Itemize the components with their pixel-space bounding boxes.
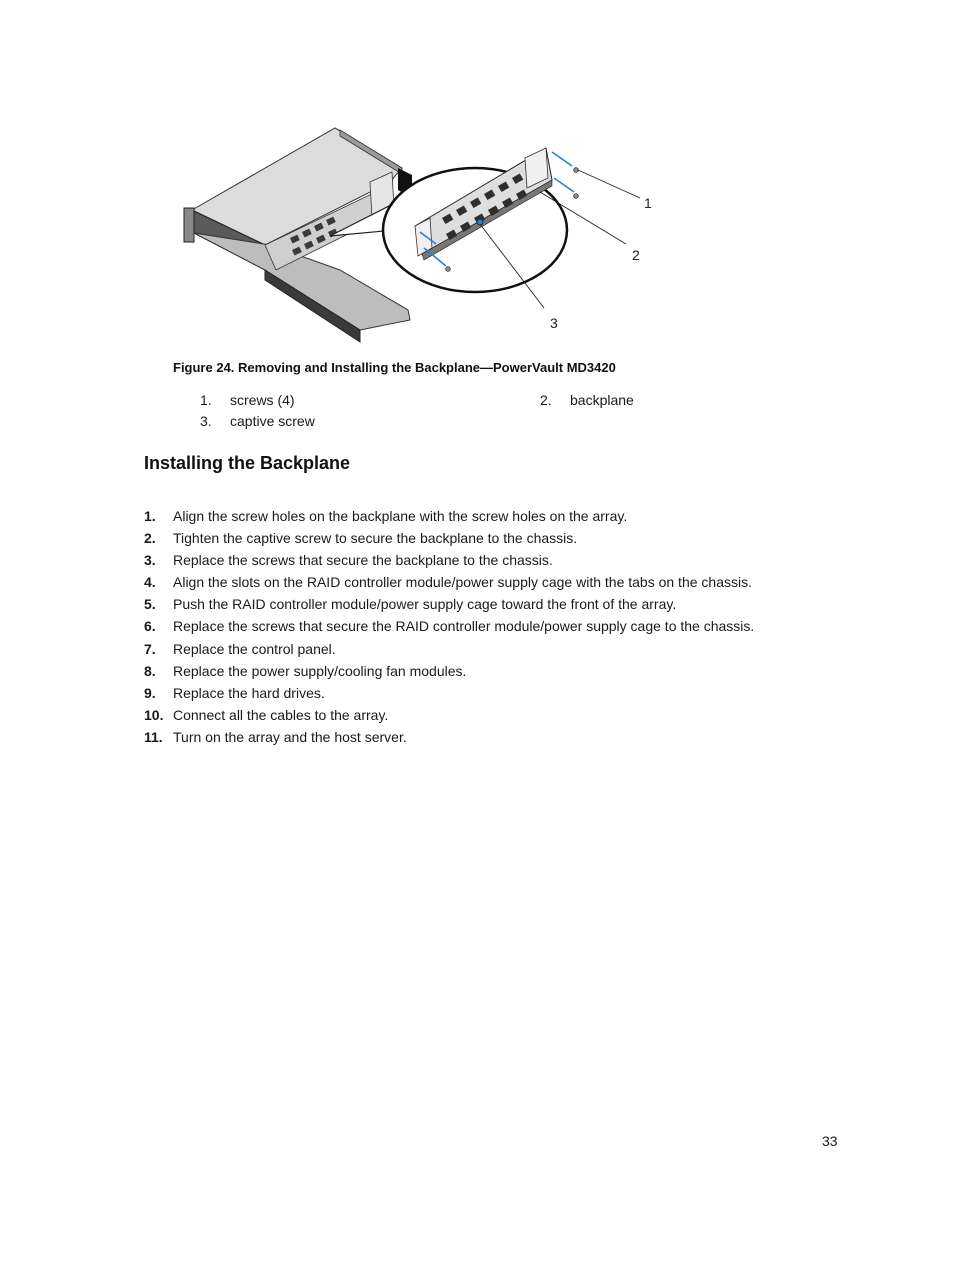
step-text: Replace the screws that secure the RAID controller module/power supply cage to the chassis. [173, 618, 755, 635]
step-text: Connect all the cables to the array. [173, 706, 389, 723]
step-number: 2. [144, 530, 156, 547]
legend-label: captive screw [230, 413, 315, 429]
step-number: 8. [144, 662, 156, 679]
step-item [144, 596, 844, 618]
step-number: 5. [144, 596, 156, 613]
step-text: Tighten the captive screw to secure the backplane to the chassis. [173, 530, 578, 547]
step-number: 11. [144, 728, 163, 745]
step-text: Replace the hard drives. [173, 684, 325, 701]
legend-label: backplane [570, 392, 634, 408]
legend-number: 3. [200, 413, 212, 429]
page-number: 33 [822, 1133, 838, 1149]
step-number: 3. [144, 552, 156, 569]
procedure-steps [144, 508, 844, 751]
step-text: Replace the power supply/cooling fan modules. [173, 662, 467, 679]
section-heading: Installing the Backplane [144, 453, 351, 473]
callout-1: 1 [644, 195, 652, 211]
step-text: Replace the screws that secure the backplane to the chassis. [173, 552, 553, 569]
step-item [144, 618, 844, 640]
step-text: Replace the control panel. [173, 640, 336, 657]
step-item [144, 574, 844, 596]
step-item [144, 530, 844, 552]
step-number: 7. [144, 640, 156, 657]
step-item [144, 685, 844, 707]
legend-item [540, 392, 634, 408]
step-number: 10. [144, 706, 164, 723]
step-text: Align the screw holes on the backplane with the screw holes on the array. [173, 508, 628, 524]
magnified-backplane-view [383, 148, 578, 292]
step-item [144, 641, 844, 663]
step-item [144, 663, 844, 685]
legend-item [200, 413, 315, 429]
legend-number: 1. [200, 392, 212, 408]
legend-label: screws (4) [230, 392, 295, 408]
step-item [144, 508, 844, 530]
step-number: 4. [144, 574, 156, 591]
step-text: Push the RAID controller module/power supply cage toward the front of the array. [173, 596, 677, 613]
step-item [144, 707, 844, 729]
legend-item [200, 392, 295, 408]
step-number: 1. [144, 508, 156, 524]
step-number: 6. [144, 618, 156, 635]
callout-2: 2 [632, 247, 640, 263]
step-item [144, 729, 844, 751]
backplane-figure [180, 120, 670, 352]
step-text: Align the slots on the RAID controller module/power supply cage with the tabs on the chassis. [173, 574, 752, 591]
step-item [144, 552, 844, 574]
chassis-illustration [184, 128, 412, 342]
step-text: Turn on the array and the host server. [173, 728, 407, 745]
legend-number: 2. [540, 392, 552, 408]
figure-caption: Figure 24. Removing and Installing the Backplane—PowerVault MD3420 [173, 360, 616, 375]
step-number: 9. [144, 684, 156, 701]
callout-3: 3 [550, 315, 558, 331]
